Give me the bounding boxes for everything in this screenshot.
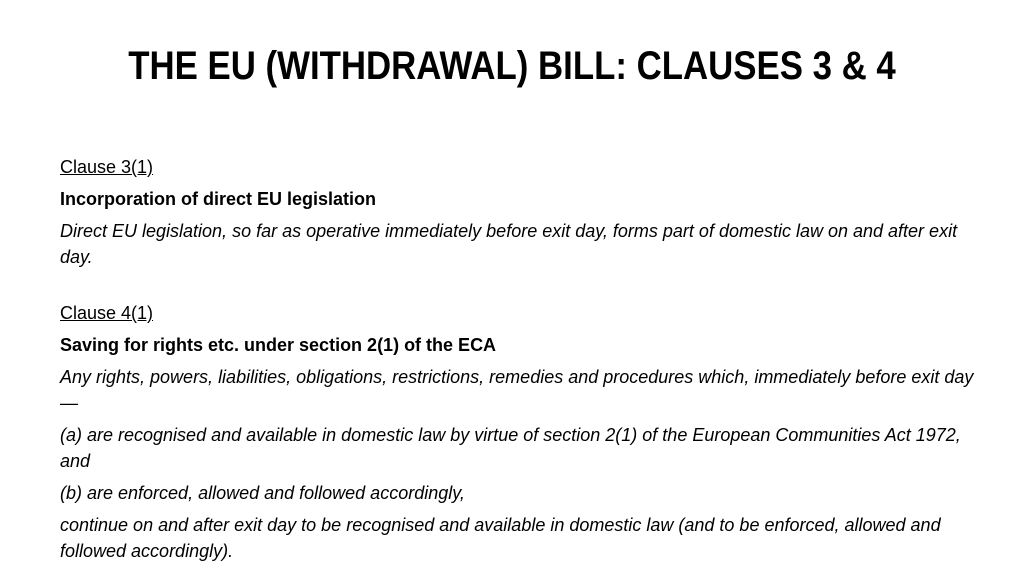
slide-content [60,154,990,564]
clause-3-block [60,154,990,270]
clause-heading: Clause 3(1) [60,157,154,177]
clause-paragraph: continue on and after exit day to be recognised and available in domestic law (and to be enforced, allowed and followed accordingly). [60,515,941,561]
clause-paragraph: (b) are enforced, allowed and followed accordingly, [60,483,465,503]
clause-heading: Clause 4(1) [60,303,154,323]
clause-paragraph: Direct EU legislation, so far as operative immediately before exit day, forms part of domestic law on and after exit day. [60,221,958,267]
clause-title: Incorporation of direct EU legislation [60,189,377,209]
clause-title: Saving for rights etc. under section 2(1) of the ECA [60,335,497,355]
clause-paragraph: (a) are recognised and available in domestic law by virtue of section 2(1) of the European Communities Act 1972, and [60,425,961,471]
slide-title: THE EU (WITHDRAWAL) BILL: CLAUSES 3 & 4 [128,44,896,88]
clause-paragraph: Any rights, powers, liabilities, obligations, restrictions, remedies and procedures which, immediately before exit day— [60,367,974,413]
clause-4-block [60,300,990,564]
